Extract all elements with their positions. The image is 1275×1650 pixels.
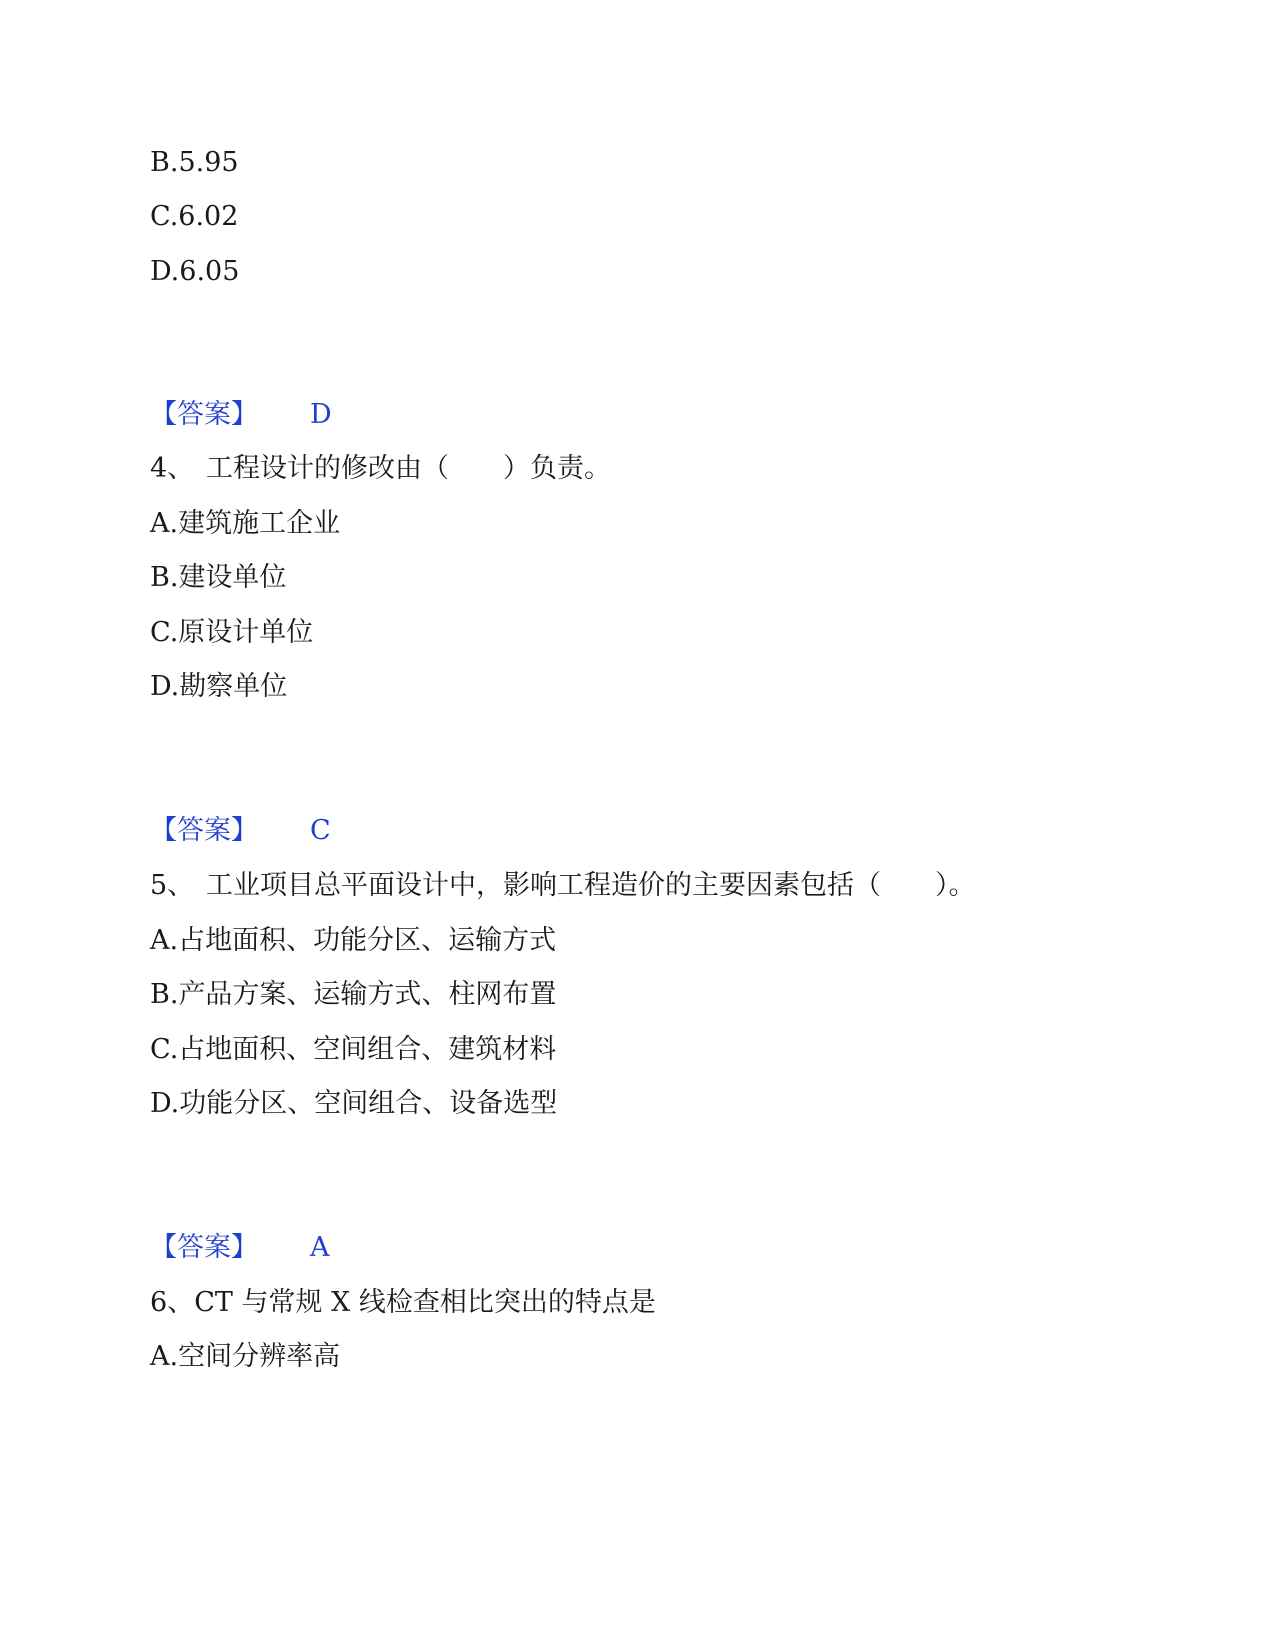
option-text: 6.02 [178, 201, 239, 232]
option-a [150, 924, 556, 958]
option-d [150, 255, 239, 289]
option-label: D. [150, 671, 180, 702]
option-label: B. [150, 979, 179, 1010]
option-c [150, 200, 238, 234]
question-stem [150, 452, 611, 486]
option-d [150, 1087, 557, 1121]
option-d [150, 670, 287, 704]
answer-value: C [310, 815, 331, 846]
question-number: 6、 [150, 1287, 195, 1318]
answer-value: A [310, 1232, 330, 1263]
answer-label: 【答案】 [150, 815, 258, 846]
option-b [150, 146, 239, 180]
answer-value: D [310, 399, 332, 430]
question-stem [150, 1286, 656, 1320]
answer-line [150, 1231, 330, 1265]
option-label: B. [150, 147, 179, 178]
question-text: 工程设计的修改由（ ）负责。 [206, 453, 611, 484]
option-label: A. [150, 925, 179, 956]
option-b [150, 561, 286, 595]
answer-label: 【答案】 [150, 1232, 258, 1263]
question-number: 5、 [150, 870, 195, 901]
option-b [150, 978, 556, 1012]
option-a [150, 507, 340, 541]
answer-label: 【答案】 [150, 399, 258, 430]
option-text: 产品方案、运输方式、柱网布置 [178, 979, 557, 1010]
question-text: CT 与常规 X 线检查相比突出的特点是 [194, 1287, 656, 1318]
option-text: 占地面积、功能分区、运输方式 [178, 925, 557, 956]
question-stem [150, 869, 976, 903]
option-text: 原设计单位 [178, 617, 314, 648]
option-label: D. [150, 256, 180, 287]
option-label: D. [150, 1088, 180, 1119]
option-text: 建设单位 [178, 562, 287, 593]
option-text: 勘察单位 [179, 671, 288, 702]
answer-line [150, 398, 332, 432]
option-text: 空间分辨率高 [178, 1341, 341, 1372]
option-label: C. [150, 1034, 179, 1065]
option-label: C. [150, 617, 179, 648]
option-text: 功能分区、空间组合、设备选型 [179, 1088, 558, 1119]
option-c [150, 1033, 556, 1067]
option-a [150, 1340, 340, 1374]
option-text: 建筑施工企业 [178, 508, 341, 539]
option-c [150, 616, 313, 650]
answer-line [150, 814, 331, 848]
option-label: A. [150, 1341, 179, 1372]
question-text: 工业项目总平面设计中，影响工程造价的主要因素包括（ ）。 [206, 870, 976, 901]
option-label: C. [150, 201, 179, 232]
option-text: 6.05 [179, 256, 240, 287]
option-label: A. [150, 508, 179, 539]
question-number: 4、 [150, 453, 195, 484]
option-text: 5.95 [178, 147, 239, 178]
option-text: 占地面积、空间组合、建筑材料 [178, 1034, 557, 1065]
option-label: B. [150, 562, 179, 593]
